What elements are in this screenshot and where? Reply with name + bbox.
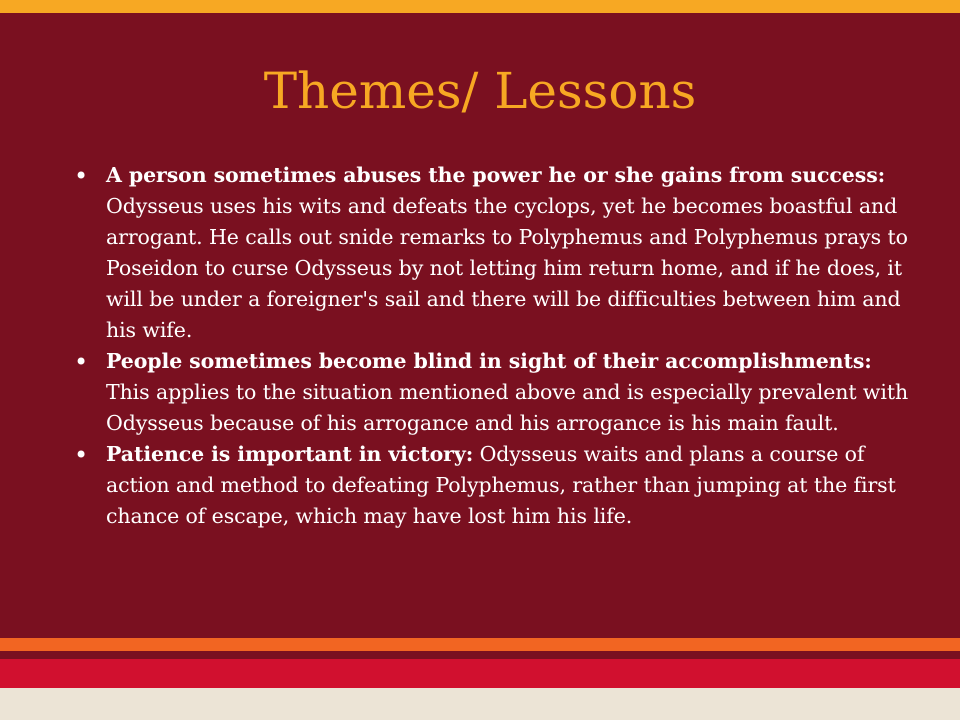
bullet-dot-icon: • xyxy=(74,441,89,469)
bullet-list xyxy=(70,160,918,532)
footer-orange-stripe xyxy=(0,638,960,651)
slide-title: Themes/ Lessons xyxy=(263,62,697,120)
bullet-dot-icon: • xyxy=(74,348,89,376)
footer-red-band xyxy=(0,659,960,688)
bullet-heading: A person sometimes abuses the power he or she gains from success: xyxy=(106,163,886,187)
top-accent-stripe xyxy=(0,0,960,13)
bullet-dot-icon: • xyxy=(74,162,89,190)
bullet-item xyxy=(70,439,918,532)
bullet-heading: People sometimes become blind in sight of their accomplishments: xyxy=(106,349,872,373)
bullet-heading: Patience is important in victory: xyxy=(106,442,474,466)
bullet-body: Odysseus uses his wits and defeats the cyclops, yet he becomes boastful and arrogant. He calls out snide remarks to Polyphemus and Polyphemus prays to Poseidon to curse Odysseus by not letting him return home, and if he does, it will be under a foreigner's sail and there will be difficulties between him and his wife. xyxy=(106,194,908,342)
bullet-body: Odysseus waits and plans a course of action and method to defeating Polyphemus, rather than jumping at the first chance of escape, which may have lost him his life. xyxy=(106,442,896,528)
bullet-item xyxy=(70,346,918,439)
bullet-item xyxy=(70,160,918,346)
bullet-body: This applies to the situation mentioned above and is especially prevalent with Odysseus because of his arrogance and his arrogance is his main fault. xyxy=(106,380,909,435)
footer-cream-band xyxy=(0,688,960,720)
